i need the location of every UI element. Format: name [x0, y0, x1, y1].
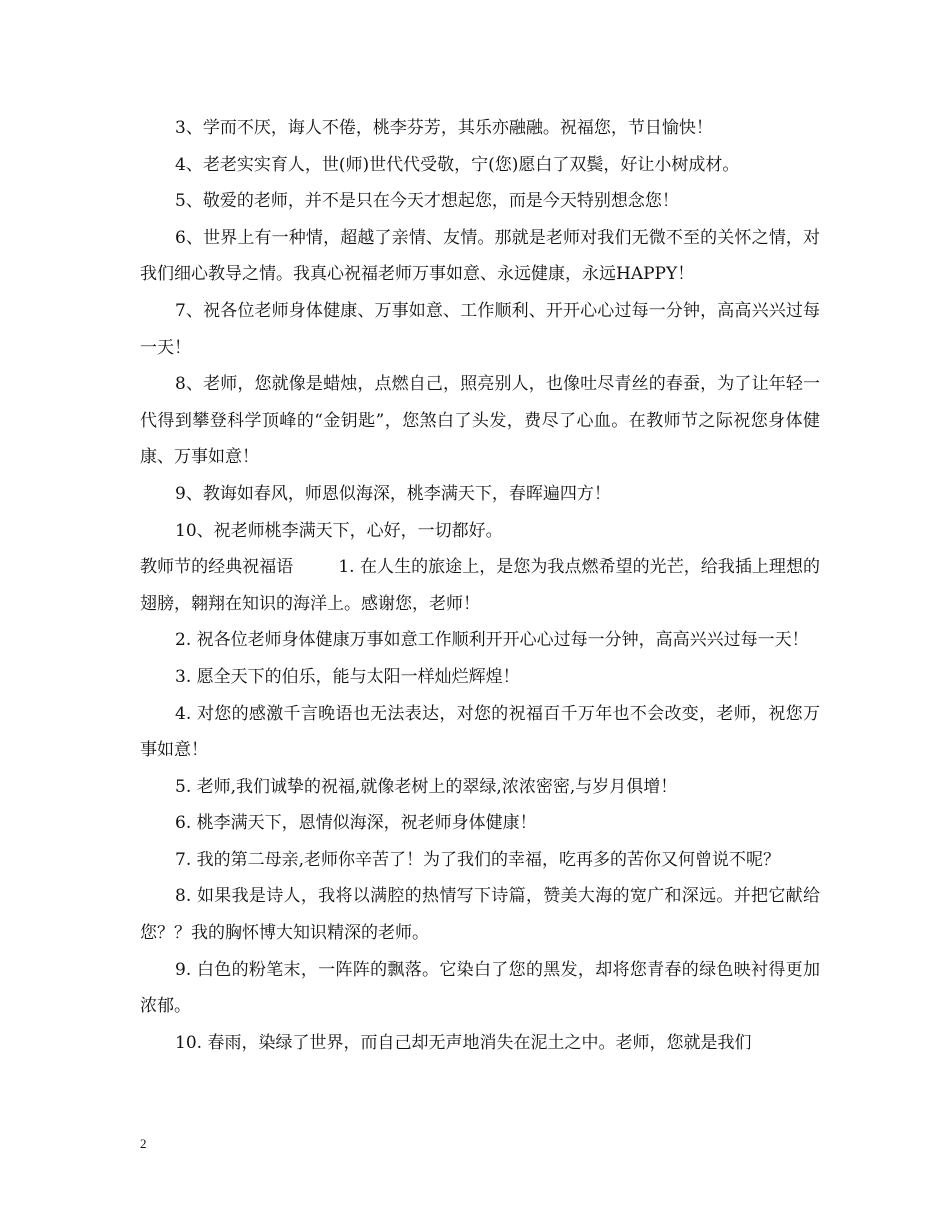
paragraph-item: 8、老师，您就像是蜡烛，点燃自己，照亮别人，也像吐尽青丝的春蚕，为了让年轻一代得到攀登科学顶峰的“金钥匙”，您煞白了头发，费尽了心血。在教师节之际祝您身体健康、万事如意！ — [140, 374, 820, 468]
page-number: 2 — [140, 1136, 147, 1151]
paragraph-item: 6、世界上有一种情，超越了亲情、友情。那就是老师对我们无微不至的关怀之情，对我们细心教导之情。我真心祝福老师万事如意、永远健康，永远HAPPY！ — [140, 227, 820, 285]
paragraph-item: 8. 如果我是诗人，我将以满腔的热情写下诗篇，赞美大海的宽广和深远。并把它献给您？？我的胸怀博大知识精深的老师。 — [140, 886, 820, 944]
paragraph-item: 7、祝各位老师身体健康、万事如意、工作顺利、开开心心过每一分钟，高高兴兴过每一天！ — [140, 300, 820, 358]
paragraph-item: 4、老老实实育人，世(师)世代代受敬，宁(您)愿白了双鬓，好让小树成材。 — [175, 154, 740, 175]
paragraph-item: 9、教诲如春风，师恩似海深，桃李满天下，春晖遍四方！ — [175, 483, 611, 504]
section-gap — [293, 557, 338, 577]
paragraph-item: 4. 对您的感激千言晚语也无法表达，对您的祝福百千万年也不会改变，老师，祝您万事如意！ — [140, 703, 820, 761]
paragraph-item: 5、敬爱的老师，并不是只在今天才想起您，而是今天特别想念您！ — [175, 191, 679, 212]
paragraph-item: 9. 白色的粉笔末，一阵阵的飘落。它染白了您的黑发，却将您青春的绿色映衬得更加浓郁。 — [140, 959, 820, 1017]
section-heading: 教师节的经典祝福语 — [140, 557, 294, 578]
paragraph-item: 5. 老师,我们诚挚的祝福,就像老树上的翠绿,浓浓密密,与岁月俱增！ — [175, 776, 678, 797]
document-body — [140, 110, 820, 1061]
paragraph-item: 7. 我的第二母亲,老师你辛苦了！为了我们的幸福，吃再多的苦你又何曾说不呢？ — [175, 849, 781, 870]
paragraph-item: 6. 桃李满天下，恩情似海深，祝老师身体健康！ — [175, 813, 537, 834]
paragraph-item: 2. 祝各位老师身体健康万事如意工作顺利开开心心过每一分钟，高高兴兴过每一天！ — [175, 630, 809, 651]
paragraph-item: 10. 春雨，染绿了世界，而自己却无声地消失在泥土之中。老师，您就是我们 — [175, 1032, 752, 1053]
paragraph-item: 3. 愿全天下的伯乐，能与太阳一样灿烂辉煌！ — [175, 666, 520, 687]
section-paragraph — [140, 549, 820, 622]
paragraph-item: 3、学而不厌，诲人不倦，桃李芬芳，其乐亦融融。祝福您，节日愉快！ — [175, 118, 713, 138]
paragraph-item: 1. 在人生的旅途上，是您为我点燃希望的光芒，给我插上理想的翅膀，翱翔在知识的海洋上。感谢您，老师！ — [140, 557, 821, 614]
paragraph-item: 10、祝老师桃李满天下，心好，一切都好。 — [175, 520, 503, 541]
